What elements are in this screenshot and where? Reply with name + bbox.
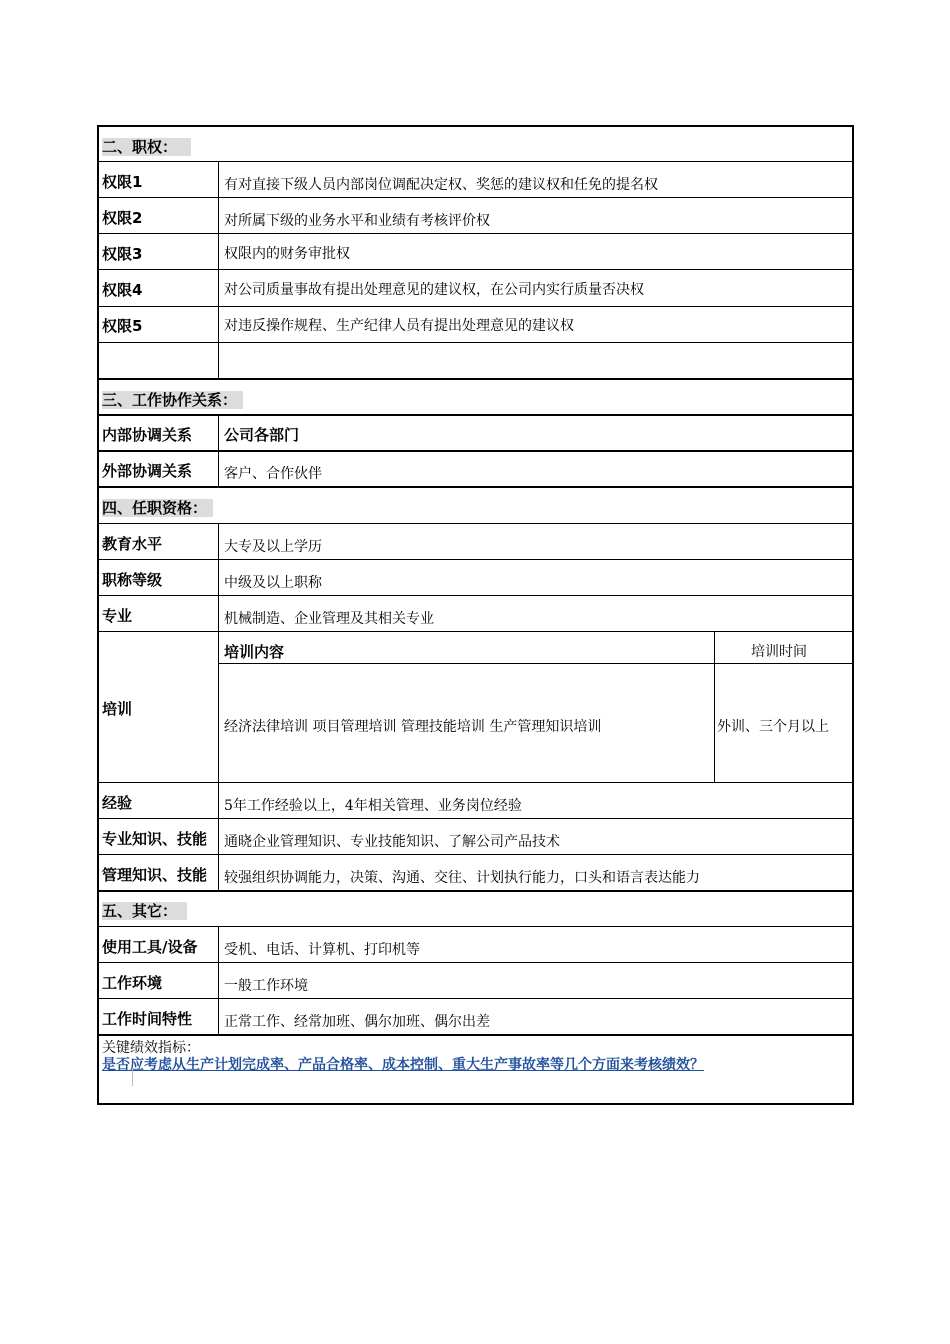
authority-label-1: 权限1 [102,173,143,191]
relation-value-external: 客户、合作伙伴 [224,466,322,482]
major-value: 机械制造、企业管理及其相关专业 [224,611,434,627]
authority-label-2: 权限2 [102,209,143,227]
title-grade-label: 职称等级 [102,571,163,589]
section-other-title: 五、其它： [102,900,187,921]
relation-label-internal: 内部协调关系 [102,426,193,444]
management-skills-label: 管理知识、技能 [102,866,208,884]
title-grade-value: 中级及以上职称 [224,575,322,591]
training-time-header: 培训时间 [751,644,807,660]
tools-label: 使用工具/设备 [102,938,198,956]
education-label: 教育水平 [102,535,163,553]
professional-skills-value: 通晓企业管理知识、专业技能知识、了解公司产品技术 [224,834,560,850]
authority-value-4: 对公司质量事故有提出处理意见的建议权，在公司内实行质量否决权 [224,282,644,298]
training-content-header: 培训内容 [224,643,285,661]
management-skills-value: 较强组织协调能力，决策、沟通、交往、计划执行能力，口头和语言表达能力 [224,870,700,886]
experience-label: 经验 [102,794,133,812]
authority-value-3: 权限内的财务审批权 [224,246,350,262]
authority-value-1: 有对直接下级人员内部岗位调配决定权、奖惩的建议权和任免的提名权 [224,177,658,193]
kpi-title: 关键绩效指标： [102,1040,200,1056]
professional-skills-label: 专业知识、技能 [102,830,208,848]
education-value: 大专及以上学历 [224,539,322,555]
section-qualifications-title: 四、任职资格： [102,497,213,518]
environment-value: 一般工作环境 [224,978,308,994]
relation-label-external: 外部协调关系 [102,462,193,480]
authority-label-5: 权限5 [102,317,143,335]
relation-value-internal: 公司各部门 [224,426,300,444]
experience-value: 5年工作经验以上，4年相关管理、业务岗位经验 [224,798,522,814]
kpi-question: 是否应考虑从生产计划完成率、产品合格率、成本控制、重大生产事故率等几个方面来考核绩效？ [102,1057,704,1073]
section-authority-title: 二、职权： [102,136,191,157]
work-time-label: 工作时间特性 [102,1010,193,1028]
authority-label-3: 权限3 [102,245,143,263]
training-label: 培训 [102,700,133,718]
authority-label-4: 权限4 [102,281,143,299]
tools-value: 受机、电话、计算机、打印机等 [224,942,420,958]
work-time-value: 正常工作、经常加班、偶尔加班、偶尔出差 [224,1014,490,1030]
training-content: 经济法律培训 项目管理培训 管理技能培训 生产管理知识培训 [224,719,602,735]
authority-value-5: 对违反操作规程、生产纪律人员有提出处理意见的建议权 [224,318,574,334]
training-time: 外训、三个月以上 [717,719,829,735]
major-label: 专业 [102,607,133,625]
job-description-table [97,125,854,1105]
authority-value-2: 对所属下级的业务水平和业绩有考核评价权 [224,213,490,229]
section-relations-title: 三、工作协作关系： [102,389,243,410]
environment-label: 工作环境 [102,974,163,992]
